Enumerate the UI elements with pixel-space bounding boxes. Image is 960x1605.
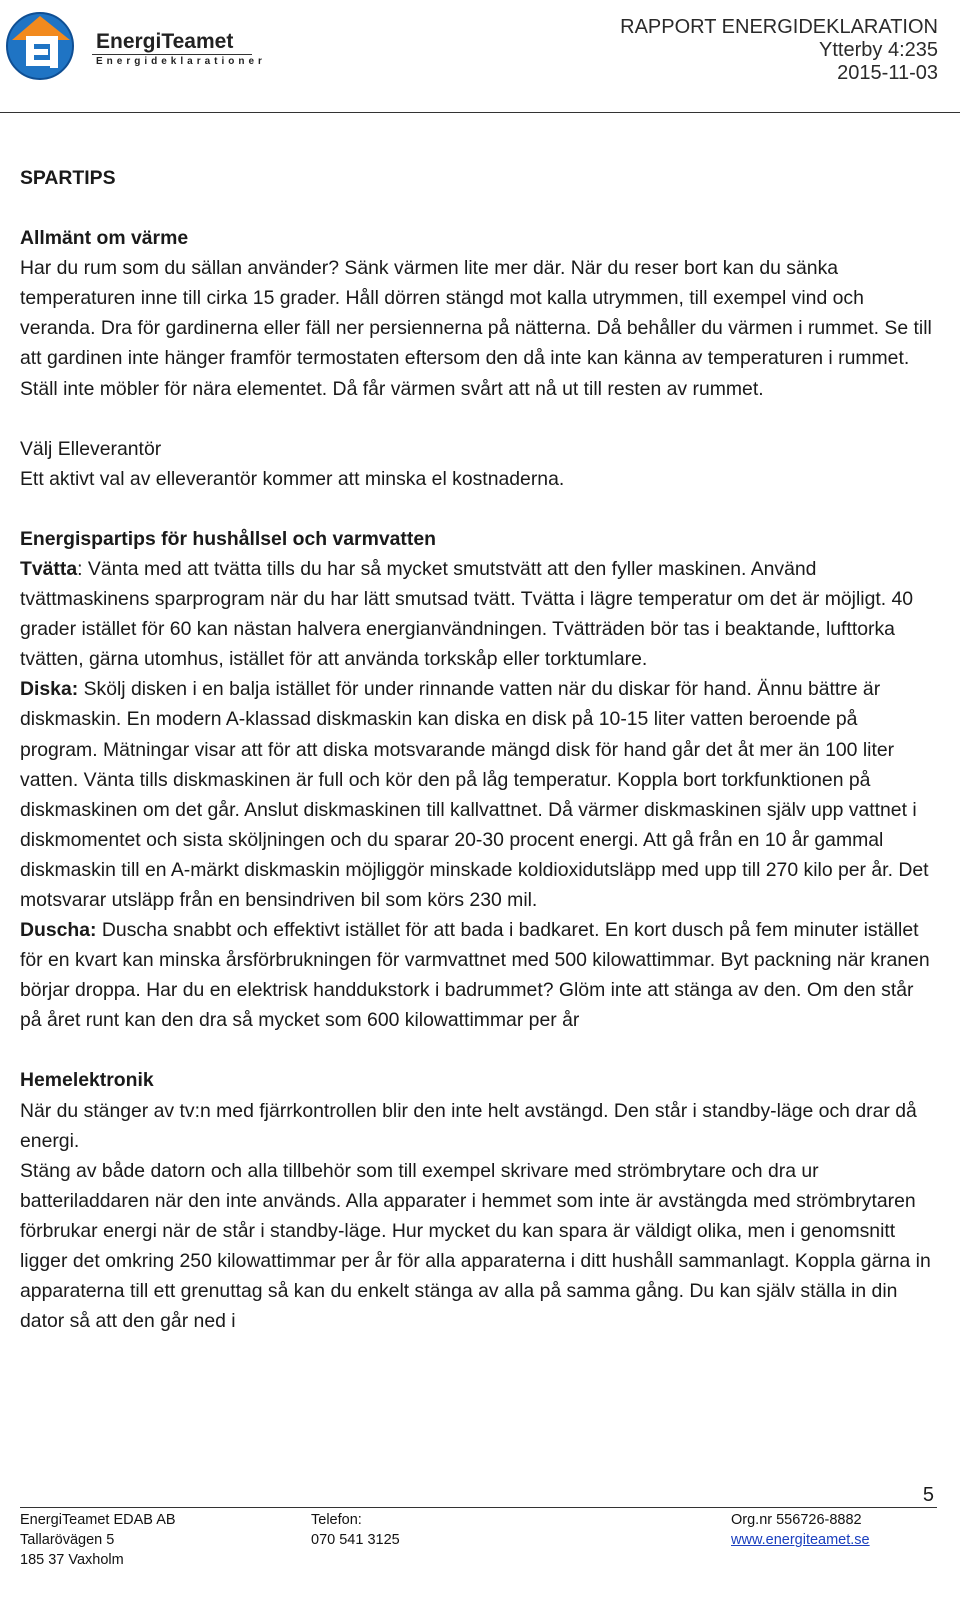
logo-emblem-icon bbox=[4, 6, 84, 82]
section-heading-heating: Allmänt om värme bbox=[20, 227, 189, 250]
paragraph-computer: Stäng av både datorn och alla tillbehör som till exempel skrivare med strömbrytare och dra ur batteriladdaren när den inte används. Alla apparater i hemmet som inte är avstängda med strömbrytaren förbrukar energi när de står i standby-läge. Hur mycket du kan spara är väldigt olika, men i genomsnitt ligger det omkring 250 kilowattimmar per år för alla apparaterna i ditt hushåll sammanlagt. Koppla gärna in apparaterna till ett grenuttag så kan du enkelt stänga av alla på samma gång. Du kan själv ställa in din dator så att den går ned i bbox=[20, 1159, 931, 1333]
logo-divider bbox=[92, 54, 252, 55]
footer-street: Tallarövägen 5 bbox=[20, 1532, 115, 1548]
footer-contact bbox=[311, 1510, 400, 1550]
dish-text: Skölj disken i en balja istället för under rinnande vatten när du diskar för hand. Ännu bättre är diskmaskin. En modern A-klassad diskmaskin kan diska en disk på 10-15 liter vatten beroende på program. Mätningar visar att för att diska motsvarande mängd disk för hand går det åt mer än 100 liter vatten. Vänta tills diskmaskinen är full och kör den på låg temperatur. Koppla bort torkfunktionen på diskmaskinen om det går. Anslut diskmaskinen till kallvattnet. Då värmer diskmaskinen själv upp vattnet i diskmomentet och sista sköljningen och du sparar 20-30 procent energi. Att gå från en 10 år gammal diskmaskin till en A-märkt diskmaskin möjliggör minskade koldioxidutsläpp med upp till 270 kilo per år. Det motsvarar utsläpp från en bensindriven bil som körs 230 mil. bbox=[20, 678, 929, 911]
page-number: 5 bbox=[922, 1484, 934, 1506]
footer-divider bbox=[20, 1507, 937, 1508]
footer-company: EnergiTeamet EDAB AB bbox=[20, 1512, 176, 1528]
report-title: RAPPORT ENERGIDEKLARATION bbox=[620, 16, 938, 38]
wash-text: : Vänta med att tvätta tills du har så mycket smutstvätt att den fyller maskinen. Använd tvättmaskinens sparprogram när du har lätt smutsad tvätt. Tvätta i lägre temperatur om det är möjligt. 40 grader istället för 60 kan nästan halvera energianvändningen. Tvätträden bör tas i beaktande, lufttorka tvätten, gärna utomhus, istället för att använda torkskåp eller torktumlare. bbox=[20, 557, 914, 671]
report-meta bbox=[620, 16, 938, 85]
footer-address bbox=[20, 1510, 176, 1570]
footer-org-number: Org.nr 556726-8882 bbox=[731, 1512, 862, 1528]
logo-tagline: Energideklarationer bbox=[96, 56, 266, 67]
page-footer bbox=[0, 1484, 960, 1605]
logo-name: EnergiTeamet bbox=[96, 30, 234, 53]
dish-label: Diska: bbox=[20, 678, 79, 701]
section-body-heating: Har du rum som du sällan använder? Sänk värmen lite mer där. När du reser bort kan du sänka temperaturen inne till cirka 15 grader. Håll dörren stängd mot kalla utrymmen, till exempel vind och veranda. Dra för gardinerna eller fäll ner persiennerna på nätterna. Då behåller du värmen i rummet. Se till att gardinen inte hänger framför termostaten eftersom den då inte kan känna av temperaturen i rummet. Ställ inte möbler för nära elementet. Då får värmen svårt att nå ut till resten av rummet. bbox=[20, 257, 932, 400]
page-header bbox=[0, 0, 960, 113]
footer-city: 185 37 Vaxholm bbox=[20, 1552, 124, 1568]
page-title: SPARTIPS bbox=[20, 167, 116, 189]
shower-text: Duscha snabbt och effektivt istället för att bada i badkaret. En kort dusch på fem minuter istället för en kvart kan minska årsförbrukningen för varmvattnet med 500 kilowattimmar. Byt packning när kranen börjar droppa. Har du en elektrisk handdukstork i badrummet? Glöm inte att stänga av den. Om den står på året runt kan den dra så mycket som 600 kilowattimmar per år bbox=[20, 919, 930, 1032]
wash-label: Tvätta bbox=[20, 557, 78, 580]
paragraph-shower bbox=[20, 915, 940, 1035]
paragraph-wash bbox=[20, 554, 940, 674]
section-heading-supplier: Välj Elleverantör bbox=[20, 437, 162, 460]
company-logo bbox=[4, 6, 264, 82]
section-body-supplier: Ett aktivt val av elleverantör kommer att minska el kostnaderna. bbox=[20, 467, 565, 490]
paragraph-dish bbox=[20, 674, 940, 915]
footer-phone-label: Telefon: bbox=[311, 1512, 362, 1528]
section-heading-electronics: Hemelektronik bbox=[20, 1069, 154, 1092]
paragraph-standby: När du stänger av tv:n med fjärrkontrollen blir den inte helt avstängd. Den står i standby-läge och drar då energi. bbox=[20, 1099, 917, 1152]
property-designation: Ytterby 4:235 bbox=[819, 39, 938, 61]
footer-phone: 070 541 3125 bbox=[311, 1532, 400, 1548]
section-heading-household: Energispartips för hushållsel och varmvatten bbox=[20, 527, 436, 550]
website-link[interactable]: www.energiteamet.se bbox=[731, 1532, 870, 1548]
shower-label: Duscha: bbox=[20, 919, 97, 942]
document-body bbox=[20, 163, 940, 1336]
report-date: 2015-11-03 bbox=[837, 62, 938, 84]
footer-org bbox=[731, 1510, 870, 1550]
